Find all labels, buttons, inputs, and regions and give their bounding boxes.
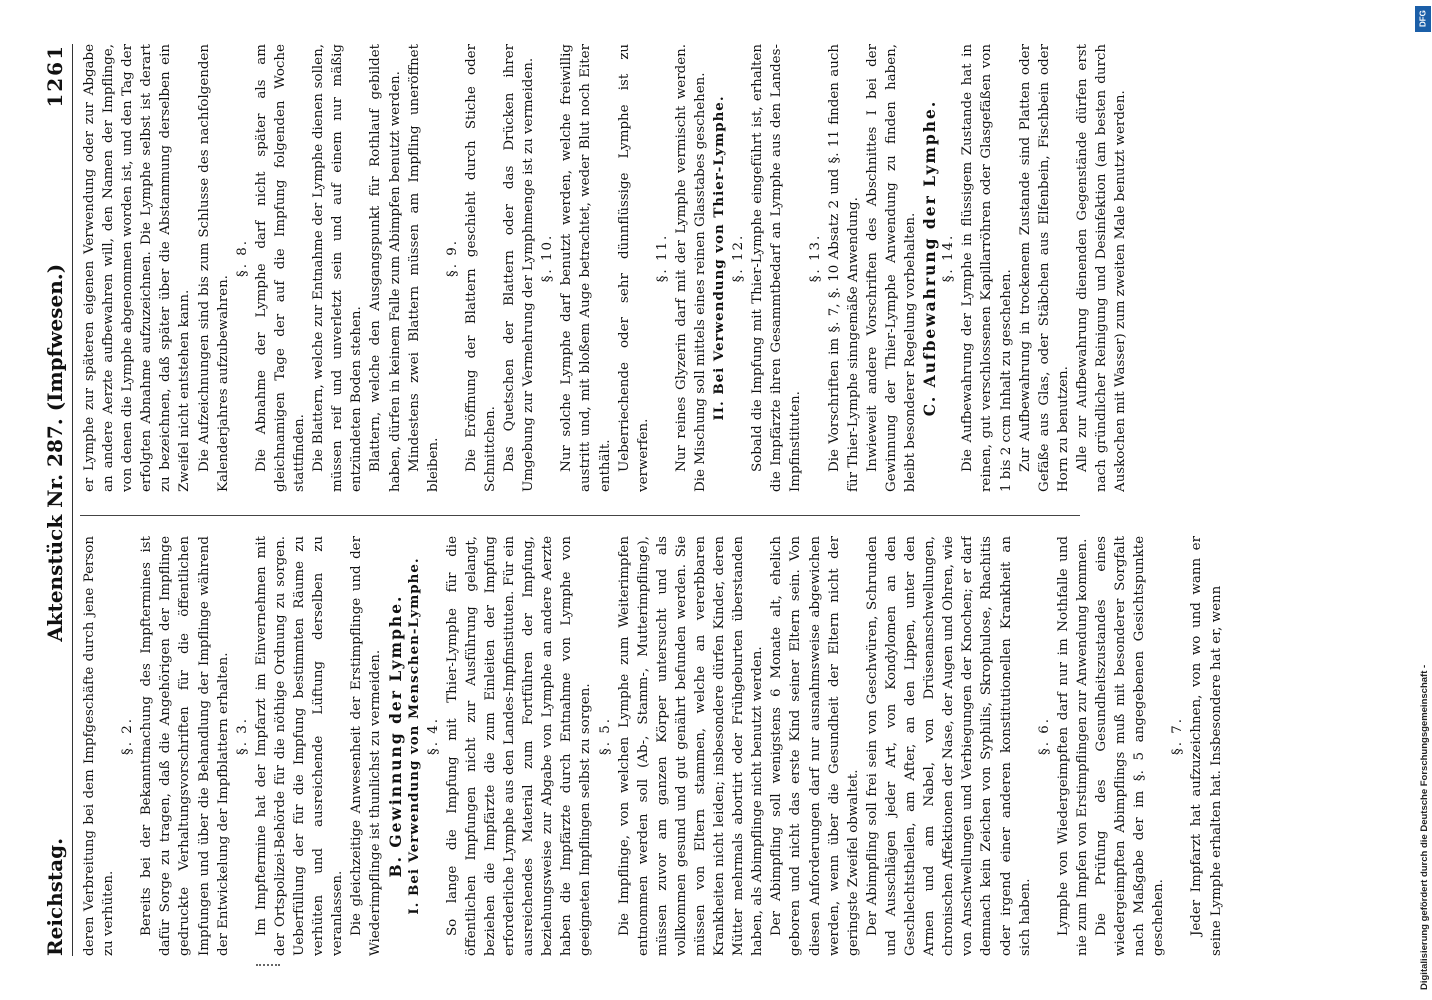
paragraph: Jeder Impfarzt hat aufzuzeichnen, von wo und wann er seine Lymphe erhalten hat. Insbesondere hat er, wenn [1189,536,1224,956]
paragraph: Der Abimpfling soll frei sein von Geschwüren, Schrunden und Ausschlägen jeder Art, von Kondylomen an den Geschlechtstheilen, am After, an den Lippen, unter den Armen und am Nabel, von Drüsenanschwellungen, chronischen Affektionen der Nase, der Augen und Ohren, wie von Anschwellungen und Verbiegungen der Knochen; er darf demnach kein Zeichen von Syphilis, Skrophulose, Rhachitis oder irgend einer anderen konstitutionellen Krankheit an sich haben. [864,536,1033,956]
paragraph: Die Abnahme der Lymphe darf nicht später als am gleichnamigen Tage der auf die Impfung folgenden Woche stattfinden. [253,44,308,492]
section-number: §. 2. [120,717,136,755]
section-number: §. 11. [654,233,670,283]
paragraph: Ueberriechende oder sehr dünnflüssige Lymphe ist zu verwerfen. [616,44,651,492]
paragraph: Lymphe von Wiedergeimpften darf nur im Nothfalle und nie zum Impfen von Erstimpflingen zur Anwendung kommen. [1055,536,1090,956]
subsection-heading: II. Bei Verwendung von Thier-Lymphe. [711,95,728,421]
paragraph: Die Aufbewahrung der Lymphe in flüssigem Zustande hat in reinen, gut verschlossenen Kapillarröhren oder Glasgefäßen von 1 bis 2 ccm Inhalt zu geschehen. [960,44,1014,492]
paragraph: Die Prüfung des Gesundheitszustandes eines wiedergeimpften Abimpflings muß mit besonderer Sorgfalt nach Maßgabe der im §. 5 angegebenen Gesichtspunkte geschehen. [1093,536,1167,956]
digitization-note-text: Digitalisierung gefördert durch die Deutsche Forschungsgemeinschaft - [1419,664,1430,990]
paragraph: Die Blattern, welche zur Entnahme der Lymphe dienen sollen, müssen reif und unverletzt sein und auf einem nur mäßig entzündeten Boden stehen. [311,44,365,492]
paragraph: Der Abimpfling soll wenigstens 6 Monate alt, ehelich geboren und nicht das erste Kind seiner Eltern sein. Von diesen Anforderungen darf nur ausnahmsweise abgewichen werden, wenn über die Gesundheit der Eltern nicht der geringste Zweifel obwaltet. [769,536,861,956]
paragraph: er Lymphe zur späteren eigenen Verwendung oder zur Abgabe an andere Aerzte aufbewahren will, den Namen der Impflinge, von denen die Lymphe abgenommen worden ist, und den Tag der erfolgten Abnahme aufzuzeichnen. Die Lymphe selbst ist derart zu bezeichnen, daß später über die Abstammung derselben ein Zweifel nicht entstehen kann. [82,44,193,492]
section-number: §. 3. [234,717,250,755]
section-number: §. 7. [1170,717,1186,755]
paragraph: Die gleichzeitige Anwesenheit der Erstimpflinge und der Wiederimpflinge ist thunlichst zu vermeiden. [349,536,384,956]
section-number: §. 6. [1036,717,1052,755]
section-number: §. 10. [540,233,556,283]
section-number: §. 12. [731,233,747,283]
paragraph: Mindestens zwei Blattern müssen am Impfling uneröffnet bleiben. [406,44,441,492]
scan-mark [256,964,280,969]
paragraph: Bereits bei der Bekanntmachung des Impftermines ist dafür Sorge zu tragen, daß die Angehörigen der Impflinge gedruckte Verhaltungsvorschriften für die öffentlichen Impfungen und über die Behandlung der Impflinge während der Entwickelung der Impfblattern erhalten. [139,536,231,956]
dfg-logo: DFG [1415,6,1431,32]
paragraph: Alle zur Aufbewahrung dienenden Gegenstände dürfen erst nach gründlicher Reinigung und Desinfektion (am besten durch Auskochen mit Wasser) zum zweiten Male benutzt werden. [1074,44,1129,492]
paragraph: Die Impflinge, von welchen Lymphe zum Weiterimpfen entnommen werden soll (Ab-, Stamm-, Mutterimpflinge), müssen zuvor am ganzen Körper untersucht und als vollkommen gesund und gut genährt befunden werden. Sie müssen von Eltern stammen, welche an vererbbaren Krankheiten nicht leiden; insbesondere dürfen Kinder, deren Mütter mehrmals abortirt oder Frühgeburten überstanden haben, als Abimpflinge nicht benutzt werden. [616,536,766,956]
section-number: §. 5. [597,717,613,755]
paragraph: Die Eröffnung der Blattern geschieht durch Stiche oder Schnittchen. [463,44,498,492]
header-center: Aktenstück Nr. 287. (Impfwesen.) [43,263,67,642]
paragraph: Inwieweit andere Vorschriften des Abschnittes I bei der Gewinnung der Thier-Lymphe Anwendung zu finden haben, bleibt besonderer Regelung vorbehalten. [864,44,919,492]
section-number: §. 9. [444,239,460,277]
paragraph: Im Impftermine hat der Impfarzt im Einvernehmen mit der Ortspolizei-Behörde für die nöthige Ordnung zu sorgen. Ueberfüllung der für die Impfung bestimmten Räume zu verhüten und ausreichende Lüftung derselben zu veranlassen. [253,536,346,956]
paragraph: Nur reines Glyzerin darf mit der Lymphe vermischt werden. Die Mischung soll mittels eines reinen Glasstabes geschehen. [673,44,708,492]
section-heading: C. Aufbewahrung der Lymphe. [920,99,940,417]
section-number: §. 13. [807,233,823,283]
paragraph: Die Vorschriften im §. 7, §. 10 Absatz 2 und §. 11 finden auch für Thier-Lymphe sinngemäße Anwendung. [826,44,861,492]
paragraph: Das Quetschen der Blattern oder das Drücken ihrer Umgebung zur Vermehrung der Lymphmenge ist zu vermeiden. [502,44,537,492]
paragraph: Sobald die Impfung mit Thier-Lymphe eingeführt ist, erhalten die Impfärzte ihren Gesammtbedarf an Lymphe aus den Landes-Impfinstituten. [750,44,804,492]
text-column-left [80,536,1390,956]
section-heading: B. Gewinnung der Lymphe. [385,594,405,878]
paragraph: So lange die Impfung mit Thier-Lymphe für die öffentlichen Impfungen nicht zur Ausführung gelangt, beziehen die Impfärzte die zum Einleiten der Impfung erforderliche Lymphe aus den Landes-Impfinstituten. Für ein ausreichendes Material zum Fortführen der Impfung, beziehungsweise zur Abgabe von Lymphe an andere Aerzte haben die Impfärzte durch Entnahme von Lymphe von geeigneten Impflingen selbst zu sorgen. [444,536,594,956]
paragraph: Die Aufzeichnungen sind bis zum Schlusse des nachfolgenden Kalenderjahres aufzubewahren. [196,44,231,492]
page-number: 1261 [43,44,67,108]
column-divider [80,515,1080,516]
paragraph: Nur solche Lymphe darf benutzt werden, welche freiwillig austritt und, mit bloßem Auge betrachtet, weder Blut noch Eiter enthält. [559,44,613,492]
paragraph: deren Verbreitung bei dem Impfgeschäfte durch jene Person zu verhüten. [82,536,117,956]
section-number: §. 4. [425,717,441,755]
section-number: §. 14. [941,233,957,283]
paragraph: Blattern, welche den Ausgangspunkt für Rothlauf gebildet haben, dürfen in keinem Falle zum Abimpfen benutzt werden. [368,44,403,492]
header-left: Reichstag. [43,837,67,956]
paragraph: Zur Aufbewahrung in trockenem Zustande sind Platten oder Gefäße aus Glas, oder Stäbchen aus Elfenbein, Fischbein oder Horn zu benutzen. [1017,44,1071,492]
section-number: §. 8. [234,239,250,277]
subsection-heading: I. Bei Verwendung von Menschen-Lymphe. [405,557,422,915]
text-column-right [80,44,1390,492]
page-header [38,44,73,956]
